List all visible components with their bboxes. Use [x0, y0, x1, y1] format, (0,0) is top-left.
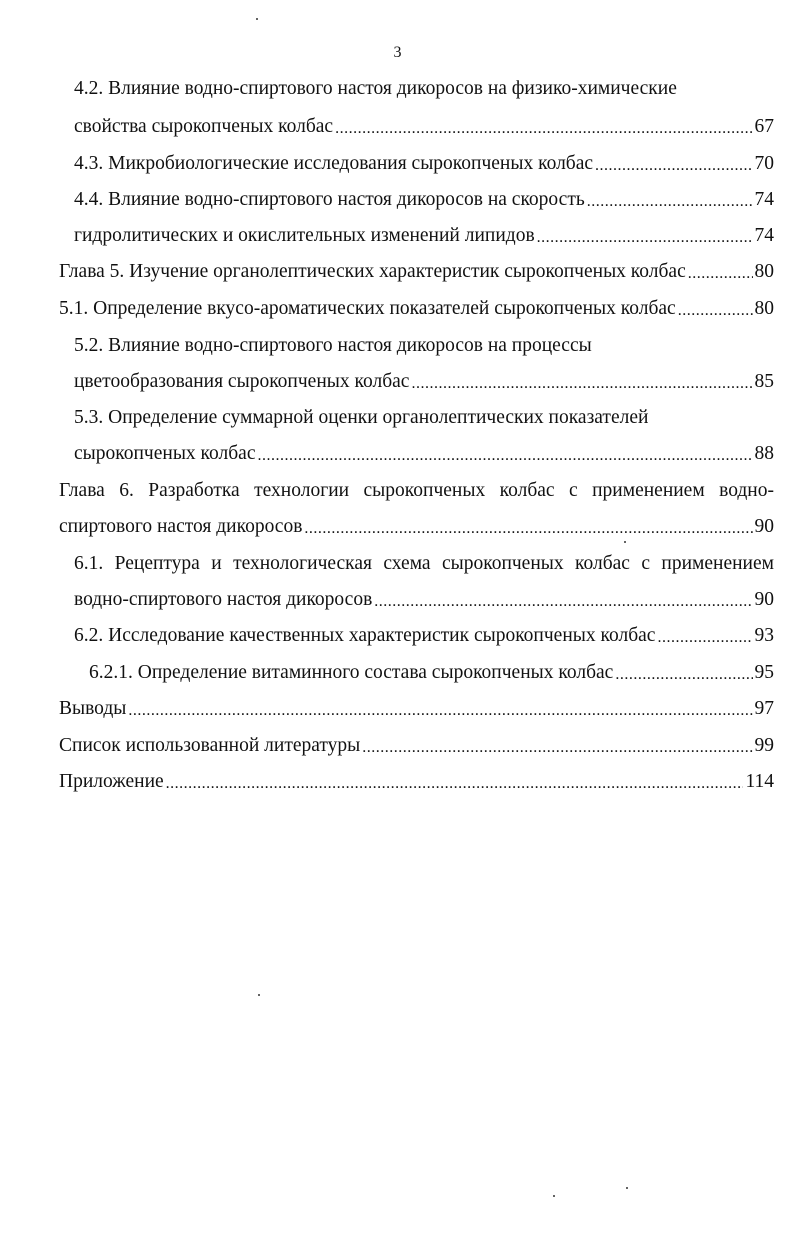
toc-entry-title: Выводы [59, 698, 127, 719]
toc-entry-title: 4.4. Влияние водно-спиртового настоя дикоросов на скорость [74, 189, 585, 210]
toc-entry-title: 5.1. Определение вкусо-ароматических показателей сырокопченых колбас [59, 298, 676, 319]
dot-leader [362, 734, 752, 754]
toc-entry-title: гидролитических и окислительных изменений липидов [74, 225, 535, 246]
dot-leader [688, 260, 753, 280]
toc-entry-6-1-line1[interactable] [74, 551, 774, 577]
dot-leader [587, 188, 753, 208]
dot-leader [374, 588, 752, 608]
dot-leader [678, 297, 753, 317]
toc-entry-title: Приложение [59, 771, 164, 792]
toc-page-number: 99 [754, 735, 774, 756]
toc-page-number: 97 [754, 698, 774, 719]
toc-entry-references[interactable] [59, 733, 774, 759]
toc-entry-title: Глава 6. Разработка технологии сырокопченых колбас с применением водно- [59, 480, 774, 501]
toc-page-number: 74 [754, 225, 774, 246]
toc-entry-conclusions[interactable] [59, 696, 774, 722]
toc-entry-6-2[interactable] [74, 623, 774, 649]
toc-entry-title: 4.2. Влияние водно-спиртового настоя дикоросов на физико-химические [74, 78, 677, 99]
toc-page-number: 70 [754, 153, 774, 174]
toc-entry-chapter-6-line1[interactable] [59, 478, 774, 504]
toc-entry-title: свойства сырокопченых колбас [74, 116, 334, 137]
toc-entry-6-2-1[interactable] [89, 660, 774, 686]
toc-entry-title: 6.1. Рецептура и технологическая схема сырокопченых колбас с применением [74, 553, 774, 574]
toc-entry-5-3-line1[interactable] [74, 405, 774, 431]
toc-entry-title: 6.2. Исследование качественных характеристик сырокопченых колбас [74, 625, 656, 646]
toc-page-number: 90 [754, 516, 774, 537]
toc-entry-4-2-line1[interactable] [74, 76, 774, 102]
toc-entry-5-3[interactable] [74, 441, 774, 467]
toc-entry-title: Глава 5. Изучение органолептических характеристик сырокопченых колбас [59, 261, 686, 282]
toc-entry-5-2-line1[interactable] [74, 333, 774, 359]
toc-entry-title: сырокопченых колбас [74, 443, 256, 464]
toc-entry-title: 5.2. Влияние водно-спиртового настоя дикоросов на процессы [74, 335, 592, 356]
toc-page-number: 114 [745, 771, 774, 792]
page-number: 3 [393, 44, 402, 61]
toc-entry-appendix[interactable] [59, 769, 774, 795]
dot-leader [595, 152, 752, 172]
toc-entry-title: 6.2.1. Определение витаминного состава сырокопченых колбас [89, 662, 614, 683]
toc-page-number: 90 [754, 589, 774, 610]
toc-entry-title: водно-спиртового настоя дикоросов [74, 589, 373, 610]
toc-page-number: 93 [754, 625, 774, 646]
dot-leader [537, 224, 753, 244]
toc-entry-chapter-6[interactable] [59, 514, 774, 540]
toc-entry-4-4-cont[interactable] [74, 223, 774, 249]
dot-leader [166, 770, 744, 790]
toc-entry-title: Список использованной литературы [59, 735, 361, 756]
toc-entry-4-2[interactable] [74, 114, 774, 140]
toc-page-number: 88 [754, 443, 774, 464]
dot-leader [128, 697, 752, 717]
toc-entry-chapter-5[interactable] [59, 259, 774, 285]
toc-entry-4-4[interactable] [74, 187, 774, 213]
toc-entry-6-1[interactable] [74, 587, 774, 613]
toc-page-number: 95 [754, 662, 774, 683]
toc-page-number: 74 [754, 189, 774, 210]
dot-leader [335, 115, 752, 135]
toc-page-number: 80 [754, 261, 774, 282]
dot-leader [411, 370, 752, 390]
dot-leader [657, 624, 752, 644]
toc-page-number: 85 [754, 371, 774, 392]
dot-leader [304, 515, 752, 535]
toc-entry-5-2[interactable] [74, 369, 774, 395]
toc-page-number: 80 [754, 298, 774, 319]
toc-page-number: 67 [754, 116, 774, 137]
toc-entry-title: спиртового настоя дикоросов [59, 516, 303, 537]
dot-leader [615, 661, 752, 681]
toc-entry-title: 4.3. Микробиологические исследования сырокопченых колбас [74, 153, 594, 174]
toc-entry-4-3[interactable] [74, 151, 774, 177]
toc-entry-title: цветообразования сырокопченых колбас [74, 371, 410, 392]
toc-entry-5-1[interactable] [59, 296, 774, 322]
dot-leader [258, 442, 753, 462]
toc-entry-title: 5.3. Определение суммарной оценки органолептических показателей [74, 407, 649, 428]
